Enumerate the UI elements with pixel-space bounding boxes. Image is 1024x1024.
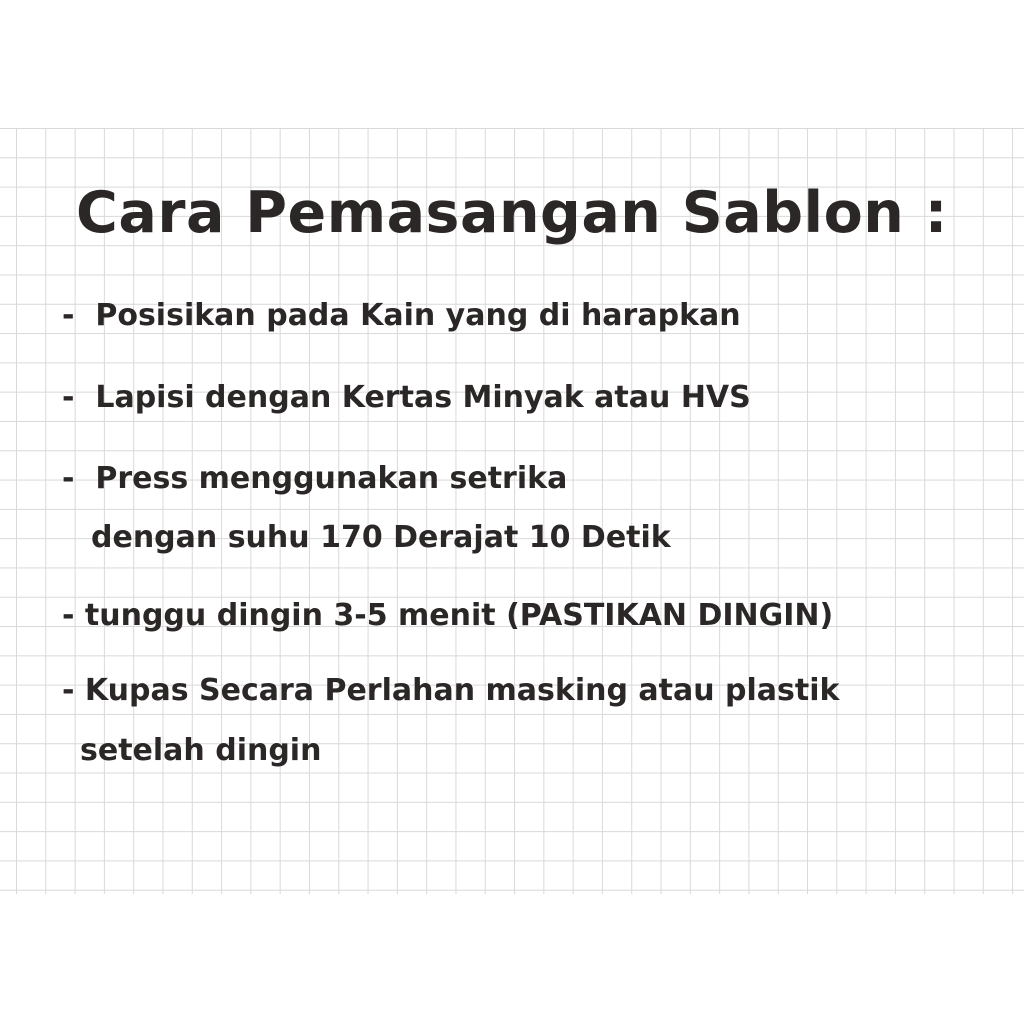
step-4 (62, 598, 833, 633)
bullet-dash: - (62, 598, 75, 633)
step-text: Posisikan pada Kain yang di harapkan (95, 298, 741, 333)
step-1 (62, 298, 741, 333)
page-title: Cara Pemasangan Sablon : (76, 180, 948, 246)
bullet-dash: - (62, 673, 75, 708)
step-2 (62, 380, 751, 415)
step-text: Lapisi dengan Kertas Minyak atau HVS (95, 380, 751, 415)
step-3 (62, 461, 567, 496)
step-text: Press menggunakan setrika (95, 461, 568, 496)
step-5-continuation: setelah dingin (80, 733, 322, 768)
step-text: tunggu dingin 3-5 menit (PASTIKAN DINGIN) (84, 598, 834, 633)
step-5 (62, 673, 839, 708)
bullet-dash: - (62, 380, 75, 415)
bullet-dash: - (62, 461, 75, 496)
step-3-continuation: dengan suhu 170 Derajat 10 Detik (91, 520, 671, 555)
bullet-dash: - (62, 298, 75, 333)
step-text: Kupas Secara Perlahan masking atau plastik (84, 673, 840, 708)
